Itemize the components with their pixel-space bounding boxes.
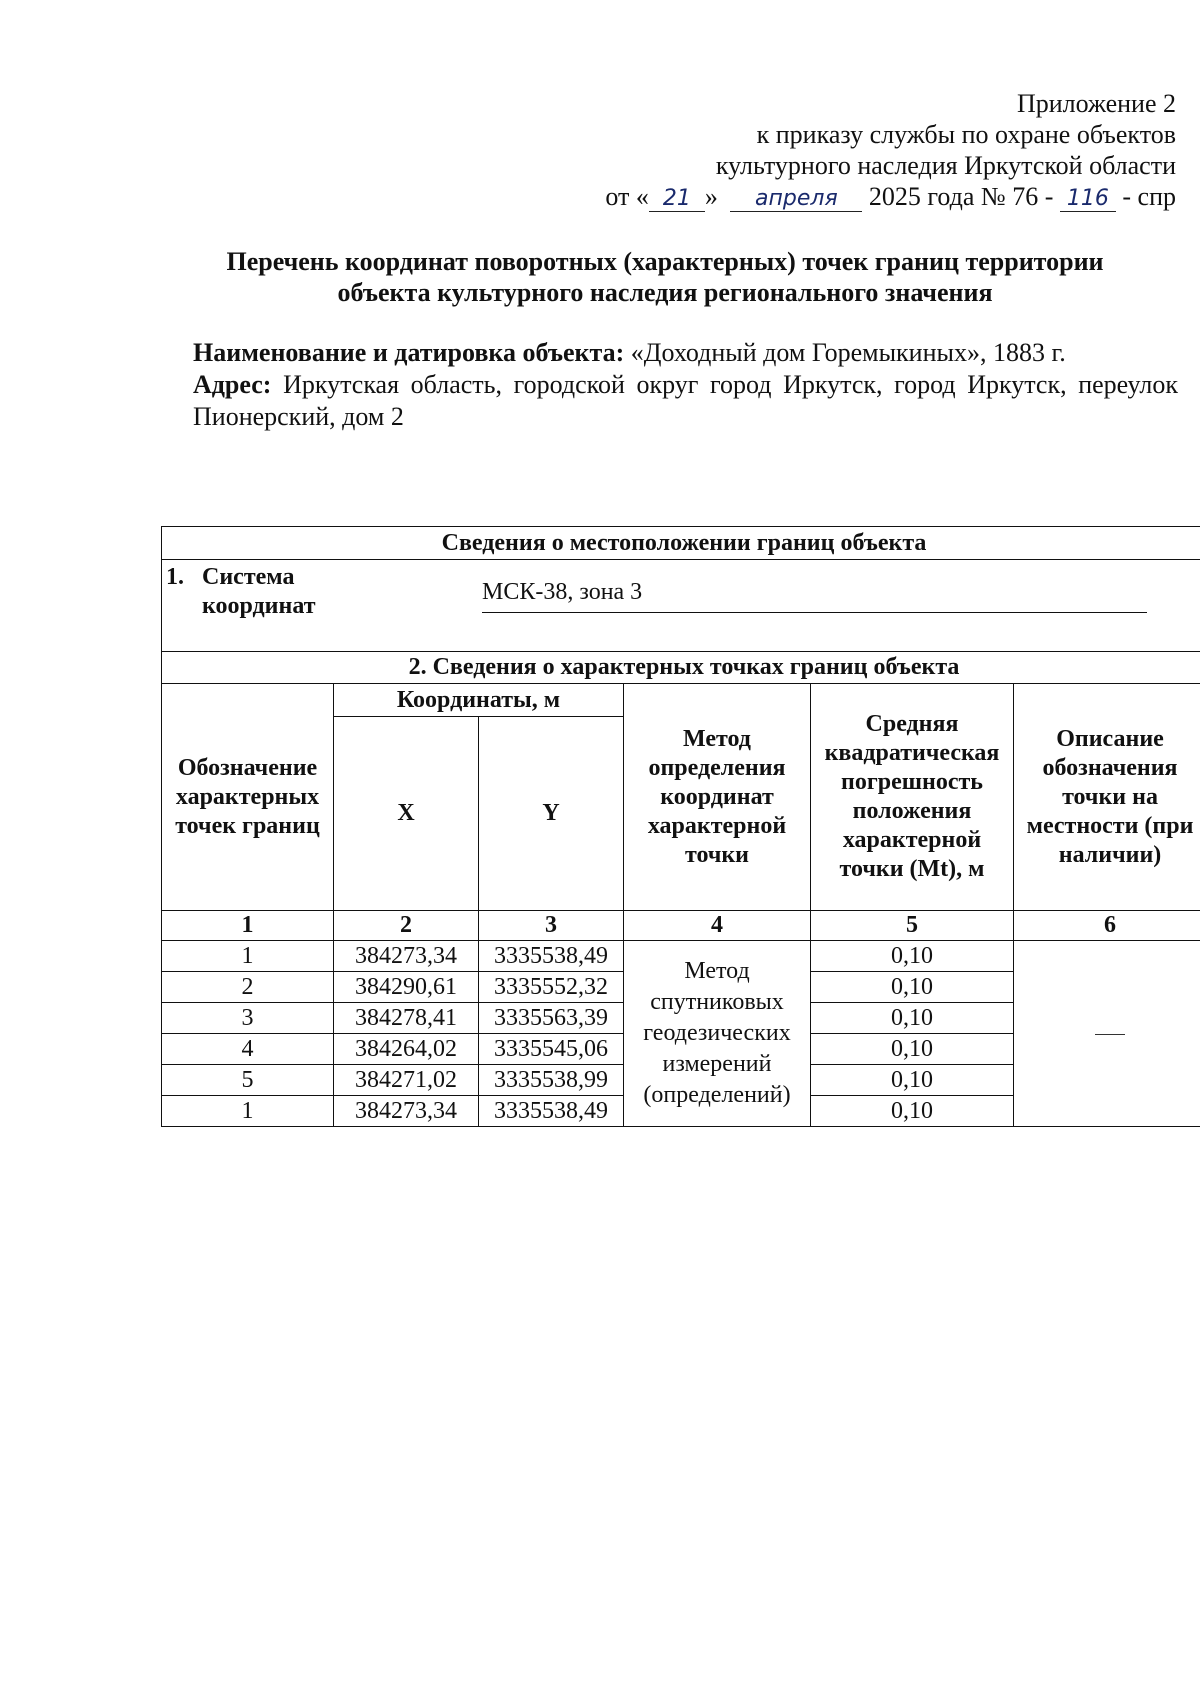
coord-y: 3335538,49 bbox=[479, 1096, 624, 1127]
document-title bbox=[150, 246, 1180, 308]
system-label-line-2: координат bbox=[202, 593, 316, 619]
error-mt: 0,10 bbox=[811, 972, 1014, 1003]
point-id: 2 bbox=[162, 972, 334, 1003]
coord-y: 3335538,99 bbox=[479, 1065, 624, 1096]
appendix-line-3: культурного наследия Иркутской области bbox=[715, 151, 1176, 180]
col-header-y: Y bbox=[479, 717, 624, 911]
object-address-label: Адрес: bbox=[193, 370, 272, 399]
column-number: 6 bbox=[1014, 911, 1200, 941]
appendix-line-2: к приказу службы по охране объектов bbox=[756, 120, 1176, 149]
coord-y: 3335538,49 bbox=[479, 941, 624, 972]
coordinate-system-cell bbox=[162, 560, 1200, 652]
col-header-description: Описание обозначения точки на местности (при наличии) bbox=[1014, 684, 1200, 911]
column-number: 1 bbox=[162, 911, 334, 941]
point-id: 4 bbox=[162, 1034, 334, 1065]
object-address-value: Иркутская область, городской округ город Иркутск, город Иркутск, переулок Пионерский, дом 2 bbox=[193, 370, 1179, 431]
col-header-coords: Координаты, м bbox=[334, 684, 624, 717]
col-header-point: Обозначение характерных точек границ bbox=[162, 684, 334, 911]
appendix-header bbox=[605, 88, 1176, 212]
title-line-2: объекта культурного наследия регионального значения bbox=[337, 278, 993, 307]
handwritten-day: 21 bbox=[649, 187, 705, 212]
handwritten-order-number: 116 bbox=[1060, 187, 1116, 212]
date-close: » bbox=[704, 182, 718, 211]
coord-x: 384264,02 bbox=[334, 1034, 479, 1065]
coord-x: 384290,61 bbox=[334, 972, 479, 1003]
coordinate-system-value: МСК-38, зона 3 bbox=[482, 572, 1147, 613]
object-info bbox=[193, 337, 1178, 433]
point-id: 1 bbox=[162, 941, 334, 972]
point-id: 3 bbox=[162, 1003, 334, 1034]
error-mt: 0,10 bbox=[811, 1034, 1014, 1065]
coord-y: 3335552,32 bbox=[479, 972, 624, 1003]
section2-header-row bbox=[162, 652, 1200, 684]
column-number: 4 bbox=[624, 911, 811, 941]
column-number-row bbox=[162, 911, 1200, 941]
section-header-row bbox=[162, 527, 1200, 560]
system-label-line-1: Система bbox=[202, 564, 295, 590]
error-mt: 0,10 bbox=[811, 1003, 1014, 1034]
object-address bbox=[193, 369, 1178, 433]
error-mt: 0,10 bbox=[811, 1065, 1014, 1096]
coord-y: 3335563,39 bbox=[479, 1003, 624, 1034]
section-header: Сведения о местоположении границ объекта bbox=[162, 527, 1200, 560]
col-header-error: Средняя квадратическая погрешность положения характерной точки (Mt), м bbox=[811, 684, 1014, 911]
coord-x: 384278,41 bbox=[334, 1003, 479, 1034]
coord-x: 384273,34 bbox=[334, 1096, 479, 1127]
column-header-row-1 bbox=[162, 684, 1200, 717]
coord-y: 3335545,06 bbox=[479, 1034, 624, 1065]
coord-x: 384273,34 bbox=[334, 941, 479, 972]
order-year: 2025 года № 76 - bbox=[868, 182, 1054, 211]
handwritten-month: апреля bbox=[730, 187, 862, 212]
order-date-line bbox=[605, 181, 1176, 212]
date-prefix: от « bbox=[605, 182, 649, 211]
coord-x: 384271,02 bbox=[334, 1065, 479, 1096]
order-suffix: - спр bbox=[1122, 182, 1176, 211]
coordinates-table bbox=[161, 526, 1200, 1127]
error-mt: 0,10 bbox=[811, 941, 1014, 972]
col-header-method: Метод определения координат характерной точки bbox=[624, 684, 811, 911]
object-name-value: «Доходный дом Горемыкиных», 1883 г. bbox=[630, 338, 1066, 367]
error-mt: 0,10 bbox=[811, 1096, 1014, 1127]
point-id: 1 bbox=[162, 1096, 334, 1127]
method-cell: Метод спутниковых геодезических измерений (определений) bbox=[624, 941, 811, 1127]
coordinate-system-row bbox=[162, 560, 1200, 652]
system-number: 1. bbox=[166, 564, 184, 590]
appendix-line-1: Приложение 2 bbox=[1016, 89, 1176, 118]
section2-header: 2. Сведения о характерных точках границ объекта bbox=[162, 652, 1200, 684]
title-line-1: Перечень координат поворотных (характерных) точек границ территории bbox=[226, 247, 1104, 276]
column-number: 5 bbox=[811, 911, 1014, 941]
dash-mark bbox=[1095, 1034, 1125, 1035]
coordinate-system-label bbox=[166, 563, 316, 621]
object-name-label: Наименование и датировка объекта: bbox=[193, 338, 625, 367]
description-cell bbox=[1014, 941, 1200, 1127]
column-number: 2 bbox=[334, 911, 479, 941]
object-name bbox=[193, 337, 1178, 369]
point-id: 5 bbox=[162, 1065, 334, 1096]
column-number: 3 bbox=[479, 911, 624, 941]
col-header-x: X bbox=[334, 717, 479, 911]
table-row bbox=[162, 941, 1200, 972]
